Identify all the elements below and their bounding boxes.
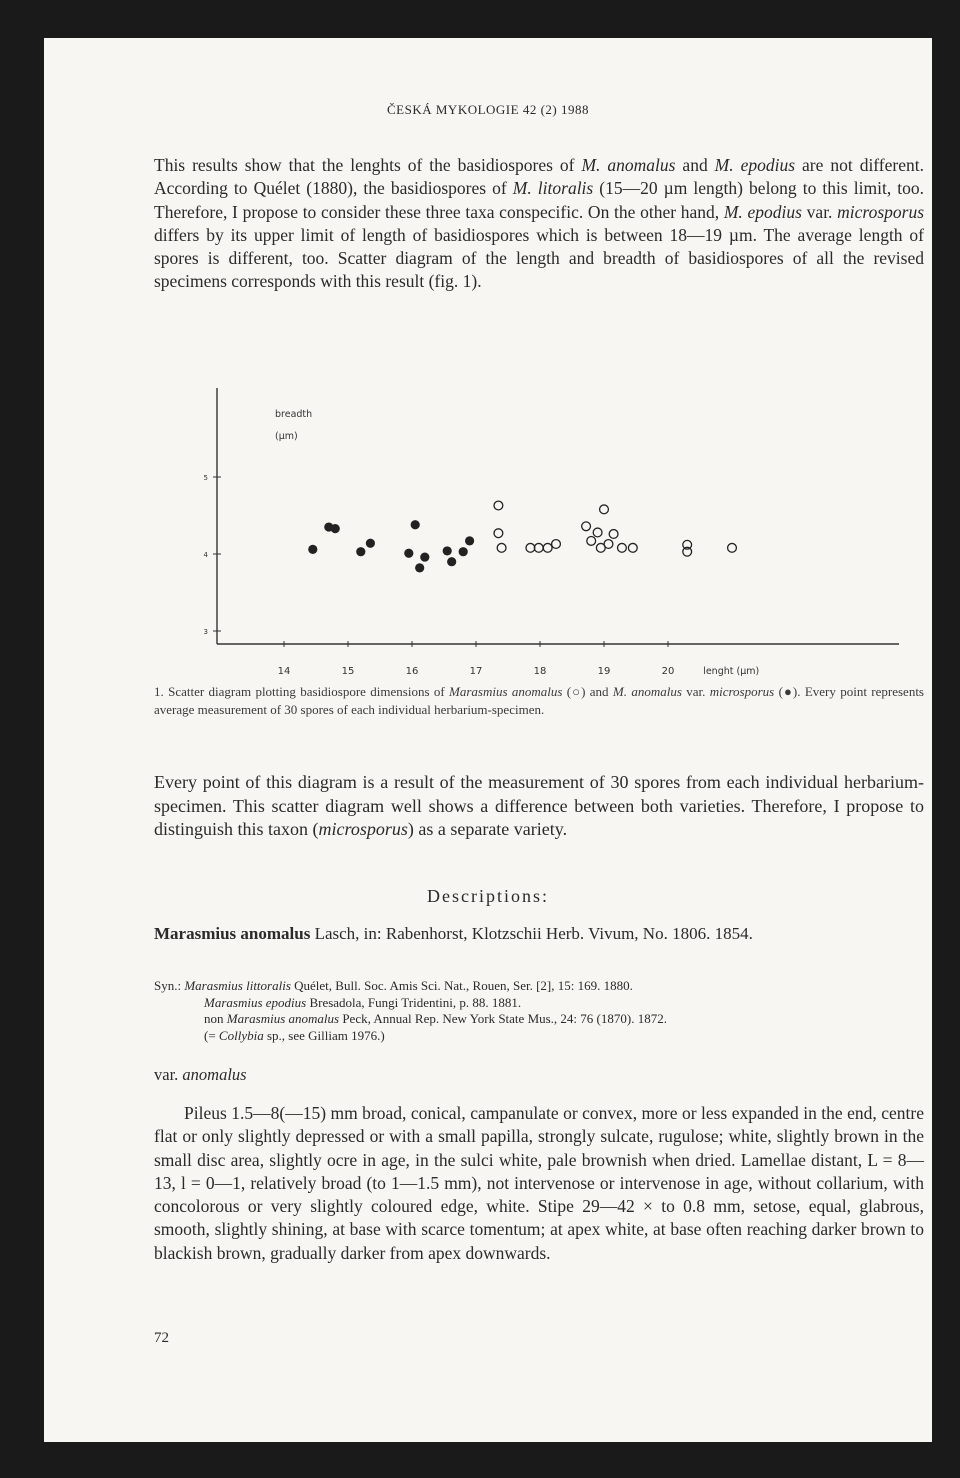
y-tick-label: 3 xyxy=(203,628,208,636)
italic-text: M. epodius xyxy=(723,201,802,222)
microsporus-point xyxy=(447,557,456,566)
microsporus-point xyxy=(308,545,317,554)
journal-page xyxy=(44,38,932,1442)
text-run: var. xyxy=(154,1065,183,1084)
synonym-list xyxy=(154,978,924,1044)
anomalus-point xyxy=(497,543,506,552)
text-run: var. xyxy=(681,684,710,699)
anomalus-point xyxy=(587,537,596,546)
figure-caption xyxy=(154,683,924,719)
section-title: Descriptions: xyxy=(427,886,549,906)
anomalus-point xyxy=(543,543,552,552)
description-paragraph: Pileus 1.5—8(—15) mm broad, conical, campanulate or convex, more or less expanded in the end, centre flat or only slightly depressed or with a small papilla, strongly sulcate, rugulose; white, slightly brown in the small disc area, slightly ocre in age, in the sulci white, pale brownish when dried. Lamellae distant, L = 8—13, l = 0—1, relatively broad (to 1—1.5 mm), not intervenose or intervenose in age, without collarium, with concolorous or very slightly coloured edge, white. Stipe 29—42 × to 0.8 mm, setose, equal, glabrous, smooth, slightly shining, at base with scarce tomentum; at apex white, at base often reaching darker brown to blackish brown, gradually darker from apex downwards. xyxy=(154,1103,924,1263)
text-run: differs by its upper limit of length of basidiospores which is between 18—19 µm. The average length of spores is different, too. Scatter diagram of the length and breadth of basidiospores of all the revised specimens corresponds with this result (fig. 1). xyxy=(154,224,924,292)
microsporus-point xyxy=(411,520,420,529)
text-run: Every point of this diagram is a result of the measurement of 30 spores from each individual herbarium-specimen. This scatter diagram well shows a difference between both varieties. Therefore, I propose to distinguish this taxon ( xyxy=(154,772,924,839)
italic-text: Marasmius anomalus xyxy=(226,1011,340,1026)
text-run: (15—20 µm length) belong to this limit, too. Therefore, I propose to consider these three taxa conspecific. On the other hand, xyxy=(154,178,924,222)
y-axis-label: (µm) xyxy=(275,431,298,442)
italic-text: microsporus xyxy=(709,684,775,699)
y-axis-label: breadth xyxy=(275,409,313,420)
x-tick-label: 19 xyxy=(597,666,611,677)
bold-text: Marasmius anomalus xyxy=(154,924,311,943)
microsporus-point xyxy=(415,563,424,572)
text-run: This results show that the lenghts of the basidiospores of xyxy=(154,155,582,175)
species-heading-text xyxy=(154,922,924,945)
species-heading xyxy=(154,922,924,945)
microsporus-point xyxy=(420,552,429,561)
anomalus-point xyxy=(534,543,543,552)
italic-text: anomalus xyxy=(182,1065,247,1084)
x-tick-label: 17 xyxy=(469,666,483,677)
x-tick-label: 15 xyxy=(341,666,355,677)
scatter-diagram xyxy=(184,358,914,694)
x-tick-label: 14 xyxy=(277,666,291,677)
anomalus-point xyxy=(494,501,503,510)
microsporus-point xyxy=(366,539,375,548)
text-run: and xyxy=(675,155,715,175)
text-run: (○) and xyxy=(562,684,613,699)
text-run: ) as a separate variety. xyxy=(407,819,568,839)
y-tick-label: 4 xyxy=(203,551,208,559)
variety-label xyxy=(154,1065,247,1085)
italic-text: M. anomalus xyxy=(581,155,676,175)
text-run: Quélet, Bull. Soc. Amis Sci. Nat., Rouen, Ser. [2], 15: 169. 1880. xyxy=(290,978,633,993)
y-tick-label: 5 xyxy=(203,474,208,482)
text-run: are not different. According to Quélet (1880), the basidiospores of xyxy=(154,155,924,199)
italic-text: M. epodius xyxy=(714,155,796,175)
x-tick-label: 18 xyxy=(533,666,547,677)
italic-text: Marasmius anomalus xyxy=(449,684,563,699)
text-run: 1. Scatter diagram plotting basidiospore dimensions of xyxy=(154,684,450,699)
text-run: var. xyxy=(801,201,838,222)
italic-text: M. anomalus xyxy=(612,684,682,699)
anomalus-point xyxy=(728,543,737,552)
italic-text: Collybia xyxy=(218,1027,264,1043)
italic-text: microsporus xyxy=(318,819,408,839)
italic-text: Marasmius littoralis xyxy=(184,978,291,993)
x-tick-label: 16 xyxy=(405,666,419,677)
intro-paragraph xyxy=(154,154,924,294)
x-tick-label: 20 xyxy=(661,666,675,677)
anomalus-point xyxy=(582,522,591,531)
microsporus-point xyxy=(443,546,452,555)
running-head: ČESKÁ MYKOLOGIE 42 (2) 1988 xyxy=(387,102,589,117)
microsporus-point xyxy=(356,547,365,556)
anomalus-point xyxy=(628,543,637,552)
anomalus-point xyxy=(618,543,627,552)
discussion-paragraph xyxy=(154,771,924,842)
anomalus-point xyxy=(526,543,535,552)
synonym-line xyxy=(154,1028,924,1045)
text-run: Bresadola, Fungi Tridentini, p. 88. 1881. xyxy=(306,994,522,1010)
anomalus-point xyxy=(600,505,609,514)
anomalus-point xyxy=(604,540,613,549)
synonym-line xyxy=(154,995,924,1012)
text-run: (●). Every point represents average measurement of 30 spores of each individual herbarium-specimen. xyxy=(154,684,924,717)
text-run: non xyxy=(204,1011,227,1026)
microsporus-point xyxy=(404,549,413,558)
text-run: Lasch, in: Rabenhorst, Klotzschii Herb. Vivum, No. 1806. 1854. xyxy=(310,924,753,943)
anomalus-point xyxy=(552,540,561,549)
synonym-line xyxy=(154,978,924,995)
text-run: sp., see Gilliam 1976.) xyxy=(263,1027,385,1043)
synonym-line xyxy=(154,1011,924,1028)
anomalus-point xyxy=(494,529,503,538)
x-axis-label: lenght (µm) xyxy=(703,666,760,677)
microsporus-point xyxy=(459,547,468,556)
page-number: 72 xyxy=(154,1330,169,1346)
italic-text: M. litoralis xyxy=(512,178,594,199)
text-run: Syn.: xyxy=(154,978,185,993)
microsporus-point xyxy=(331,524,340,533)
italic-text: microsporus xyxy=(837,201,924,222)
italic-text: Marasmius epodius xyxy=(204,994,307,1010)
microsporus-point xyxy=(465,536,474,545)
anomalus-point xyxy=(593,528,602,537)
anomalus-point xyxy=(609,530,618,539)
text-run: (= xyxy=(204,1027,219,1043)
text-run: Peck, Annual Rep. New York State Mus., 24: 76 (1870). 1872. xyxy=(339,1011,667,1026)
